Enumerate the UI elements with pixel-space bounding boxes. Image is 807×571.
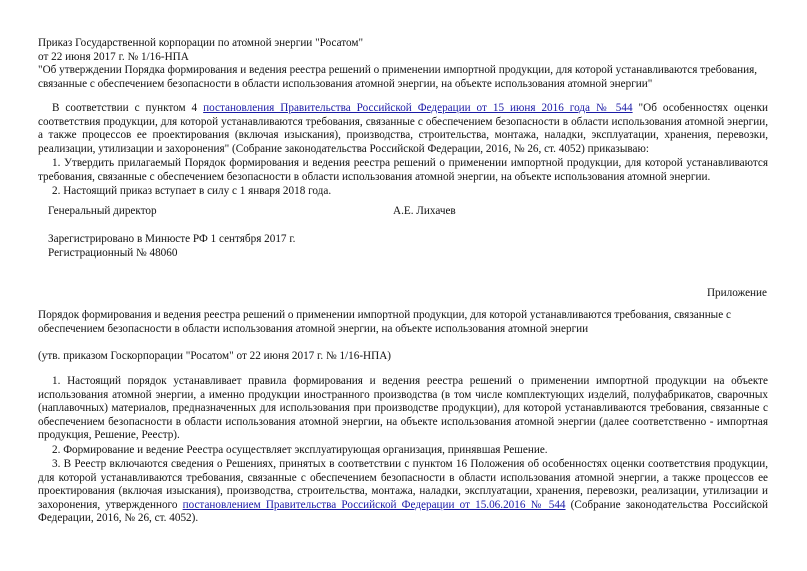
registration-date: Зарегистрировано в Минюсте РФ 1 сентября 2017 г. xyxy=(48,233,296,245)
appendix-paragraph-1: 1. Настоящий порядок устанавливает правила формирования и ведения реестра решений о применении импортной продукции на объекте использования атомной энергии, а именно продукции иностранного производства (в том числе комплектующих изделий, полуфабрикатов, сварочных (наплавочных) материалов, предназначенных для использования при производстве продукции), для которой устанавливаются требования, связанные с обеспечением безопасности в области использования атомной энергии, на объекте использования атомной энергии (далее соответственно - импортная продукция, Решение, Реестр). xyxy=(38,375,768,442)
paragraph-3-prefix: 3. В Реестр включаются сведения о Решениях, принятых в соответствии с пунктом 16 Положения об особенностях оценки соответствия продукции, для которой устанавливаются требования, связанные с обеспечением безопасности в области использования атомной энергии, а также процессов ее проектирования (включая изыскания), производства, строительства, монтажа, наладки, эксплуатации, хранения, перевозки, реализации, утилизации и захоронения, утвержденного xyxy=(38,458,768,511)
government-decree-link[interactable]: постановления Правительства Российской Федерации от 15 июня 2016 года № 544 xyxy=(203,102,633,114)
appendix-label: Приложение xyxy=(706,287,767,299)
appendix-paragraph-2: 2. Формирование и ведение Реестра осуществляет эксплуатирующая организация, принявшая Решение. xyxy=(52,444,548,456)
order-subject-line-2: связанные с обеспечением безопасности в области использования атомной энергии, на объекте использования атомной энергии" xyxy=(38,77,653,90)
registration-block xyxy=(48,233,295,260)
preamble-prefix: В соответствии с пунктом 4 xyxy=(52,102,198,114)
item-1: 1. Утвердить прилагаемый Порядок формирования и ведения реестра решений о применении импортной продукции, для которой устанавливаются требования, связанные с обеспечением безопасности в области использования атомной энергии, на объекте использования атомной энергии. xyxy=(38,157,768,183)
decree-544-link[interactable]: постановлением Правительства Российской Федерации от 15.06.2016 № 544 xyxy=(182,498,566,511)
approval-note: (утв. приказом Госкорпорации "Росатом" от 22 июня 2017 г. № 1/16-НПА) xyxy=(38,350,392,362)
signature-position: Генеральный директор xyxy=(48,205,157,217)
order-title: Приказ Государственной корпорации по атомной энергии "Росатом" xyxy=(38,37,364,49)
order-date: от 22 июня 2017 г. № 1/16-НПА xyxy=(38,50,189,63)
preamble-suffix: "Об особенностях оценки соответствия продукции, для которой устанавливаются требования, связанные с обеспечением безопасности в области использования атомной энергии, а также процессов ее проектирования (включая изыскания), производства, строительства, монтажа, наладки, эксплуатации, хранения, перевозки, реализации, утилизации и захоронения" (Собрание законодательства Российской Федерации, 2016, № 26, ст. 4052) приказываю: xyxy=(38,102,769,155)
order-header xyxy=(38,37,768,91)
signature-name: А.Е. Лихачев xyxy=(393,205,456,217)
order-subject-line-1: "Об утверждении Порядка формирования и ведения реестра решений о применении импортной продукции, для которой устанавливаются требования, xyxy=(38,64,758,77)
appendix-paragraph-3 xyxy=(38,458,768,526)
item-2: 2. Настоящий приказ вступает в силу с 1 января 2018 года. xyxy=(52,185,332,197)
preamble-paragraph xyxy=(38,102,768,156)
paragraph-3-suffix: (Собрание законодательства Российской Федерации, 2016, № 26, ст. 4052). xyxy=(38,498,768,525)
registration-number: Регистрационный № 48060 xyxy=(48,246,178,259)
appendix-title: Порядок формирования и ведения реестра решений о применении импортной продукции, для которой устанавливаются требования, связанные с обеспечением безопасности в области использования атомной энергии, на объекте использования атомной энергии xyxy=(38,309,731,335)
